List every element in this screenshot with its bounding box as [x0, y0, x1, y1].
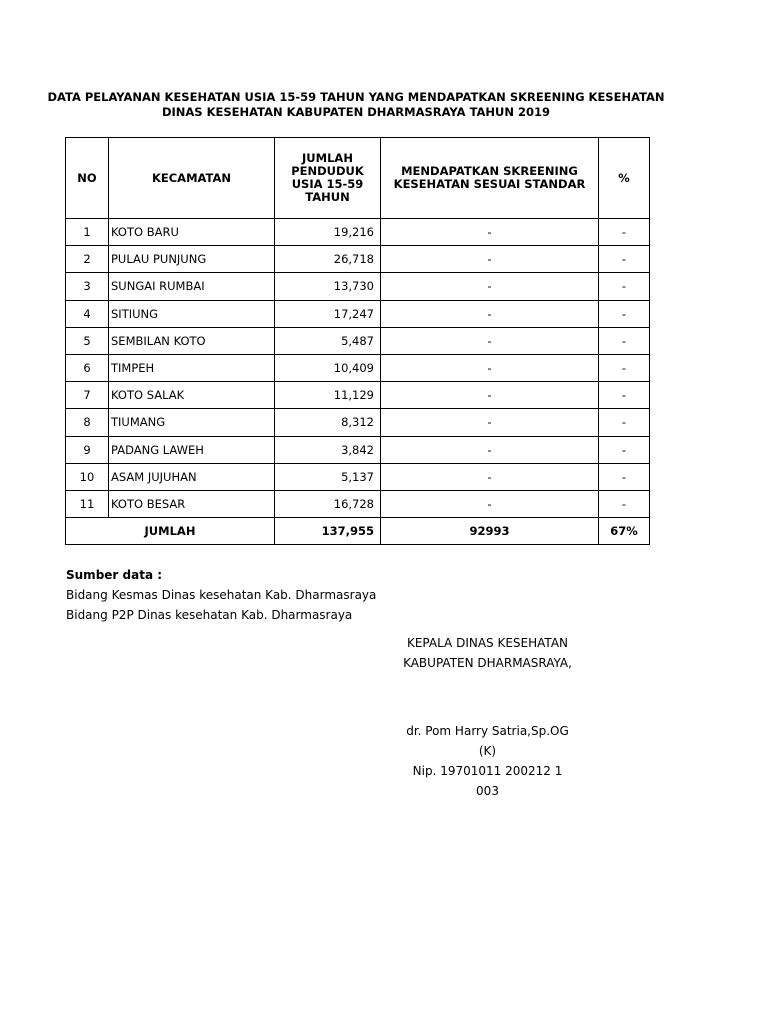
title-line-1: DATA PELAYANAN KESEHATAN USIA 15-59 TAHUN YANG MENDAPATKAN SKREENING KESEHATAN — [47, 90, 665, 104]
cell-kecamatan: KOTO SALAK — [109, 382, 275, 409]
table-row — [66, 436, 650, 463]
cell-skreening: - — [381, 300, 599, 327]
source-section — [66, 565, 376, 625]
cell-jumlah: 16,728 — [275, 490, 381, 517]
table-row — [66, 273, 650, 300]
cell-persen: - — [599, 219, 650, 246]
cell-no: 6 — [66, 354, 109, 381]
cell-persen: - — [599, 246, 650, 273]
cell-skreening: - — [381, 490, 599, 517]
total-skreening: 92993 — [381, 518, 599, 545]
cell-kecamatan: SEMBILAN KOTO — [109, 327, 275, 354]
cell-persen: - — [599, 436, 650, 463]
cell-jumlah: 17,247 — [275, 300, 381, 327]
document-title — [40, 90, 672, 119]
header-persen: % — [599, 138, 650, 219]
total-row — [66, 518, 650, 545]
cell-kecamatan: PADANG LAWEH — [109, 436, 275, 463]
cell-kecamatan: SUNGAI RUMBAI — [109, 273, 275, 300]
table-row — [66, 246, 650, 273]
cell-skreening: - — [381, 436, 599, 463]
signature-block — [400, 721, 575, 801]
header-no: NO — [66, 138, 109, 219]
cell-jumlah: 13,730 — [275, 273, 381, 300]
total-jumlah: 137,955 — [275, 518, 381, 545]
total-label: JUMLAH — [66, 518, 275, 545]
cell-no: 8 — [66, 409, 109, 436]
cell-persen: - — [599, 273, 650, 300]
cell-skreening: - — [381, 273, 599, 300]
cell-skreening: - — [381, 354, 599, 381]
cell-kecamatan: KOTO BARU — [109, 219, 275, 246]
cell-kecamatan: TIUMANG — [109, 409, 275, 436]
cell-kecamatan: SITIUNG — [109, 300, 275, 327]
header-skreening: MENDAPATKAN SKREENING KESEHATAN SESUAI STANDAR — [381, 138, 599, 219]
cell-persen: - — [599, 327, 650, 354]
cell-jumlah: 8,312 — [275, 409, 381, 436]
cell-jumlah: 10,409 — [275, 354, 381, 381]
cell-kecamatan: TIMPEH — [109, 354, 275, 381]
cell-skreening: - — [381, 219, 599, 246]
table-row — [66, 463, 650, 490]
screening-table — [65, 137, 650, 545]
cell-jumlah: 5,487 — [275, 327, 381, 354]
table-header-row — [66, 138, 650, 219]
table-row — [66, 300, 650, 327]
table-row — [66, 382, 650, 409]
table-row — [66, 354, 650, 381]
cell-jumlah: 19,216 — [275, 219, 381, 246]
signatory-name: dr. Pom Harry Satria,Sp.OG (K) — [406, 724, 569, 758]
table-row — [66, 327, 650, 354]
cell-persen: - — [599, 490, 650, 517]
header-kecamatan: KECAMATAN — [109, 138, 275, 219]
cell-kecamatan: KOTO BESAR — [109, 490, 275, 517]
cell-persen: - — [599, 354, 650, 381]
cell-skreening: - — [381, 463, 599, 490]
cell-no: 2 — [66, 246, 109, 273]
cell-no: 10 — [66, 463, 109, 490]
cell-no: 4 — [66, 300, 109, 327]
cell-skreening: - — [381, 246, 599, 273]
cell-jumlah: 11,129 — [275, 382, 381, 409]
cell-no: 7 — [66, 382, 109, 409]
cell-skreening: - — [381, 409, 599, 436]
title-line-2: DINAS KESEHATAN KABUPATEN DHARMASRAYA TAHUN 2019 — [161, 104, 551, 119]
signature-position-line-2: KABUPATEN DHARMASRAYA, — [403, 656, 572, 670]
cell-jumlah: 3,842 — [275, 436, 381, 463]
table-row — [66, 490, 650, 517]
cell-jumlah: 5,137 — [275, 463, 381, 490]
source-line: Bidang Kesmas Dinas kesehatan Kab. Dharmasraya — [66, 588, 377, 602]
signature-position — [400, 633, 575, 673]
cell-no: 9 — [66, 436, 109, 463]
cell-no: 5 — [66, 327, 109, 354]
cell-persen: - — [599, 409, 650, 436]
header-jumlah: JUMLAH PENDUDUK USIA 15-59 TAHUN — [275, 138, 381, 219]
cell-skreening: - — [381, 382, 599, 409]
cell-kecamatan: ASAM JUJUHAN — [109, 463, 275, 490]
signature-position-line-1: KEPALA DINAS KESEHATAN — [406, 636, 569, 650]
cell-no: 1 — [66, 219, 109, 246]
signatory-nip: Nip. 19701011 200212 1 003 — [412, 764, 563, 798]
cell-skreening: - — [381, 327, 599, 354]
cell-persen: - — [599, 463, 650, 490]
cell-no: 11 — [66, 490, 109, 517]
source-line: Bidang P2P Dinas kesehatan Kab. Dharmasraya — [66, 608, 353, 622]
table-row — [66, 219, 650, 246]
cell-kecamatan: PULAU PUNJUNG — [109, 246, 275, 273]
cell-persen: - — [599, 300, 650, 327]
total-persen: 67% — [599, 518, 650, 545]
source-heading: Sumber data : — [66, 568, 163, 582]
table-row — [66, 409, 650, 436]
cell-persen: - — [599, 382, 650, 409]
cell-no: 3 — [66, 273, 109, 300]
cell-jumlah: 26,718 — [275, 246, 381, 273]
